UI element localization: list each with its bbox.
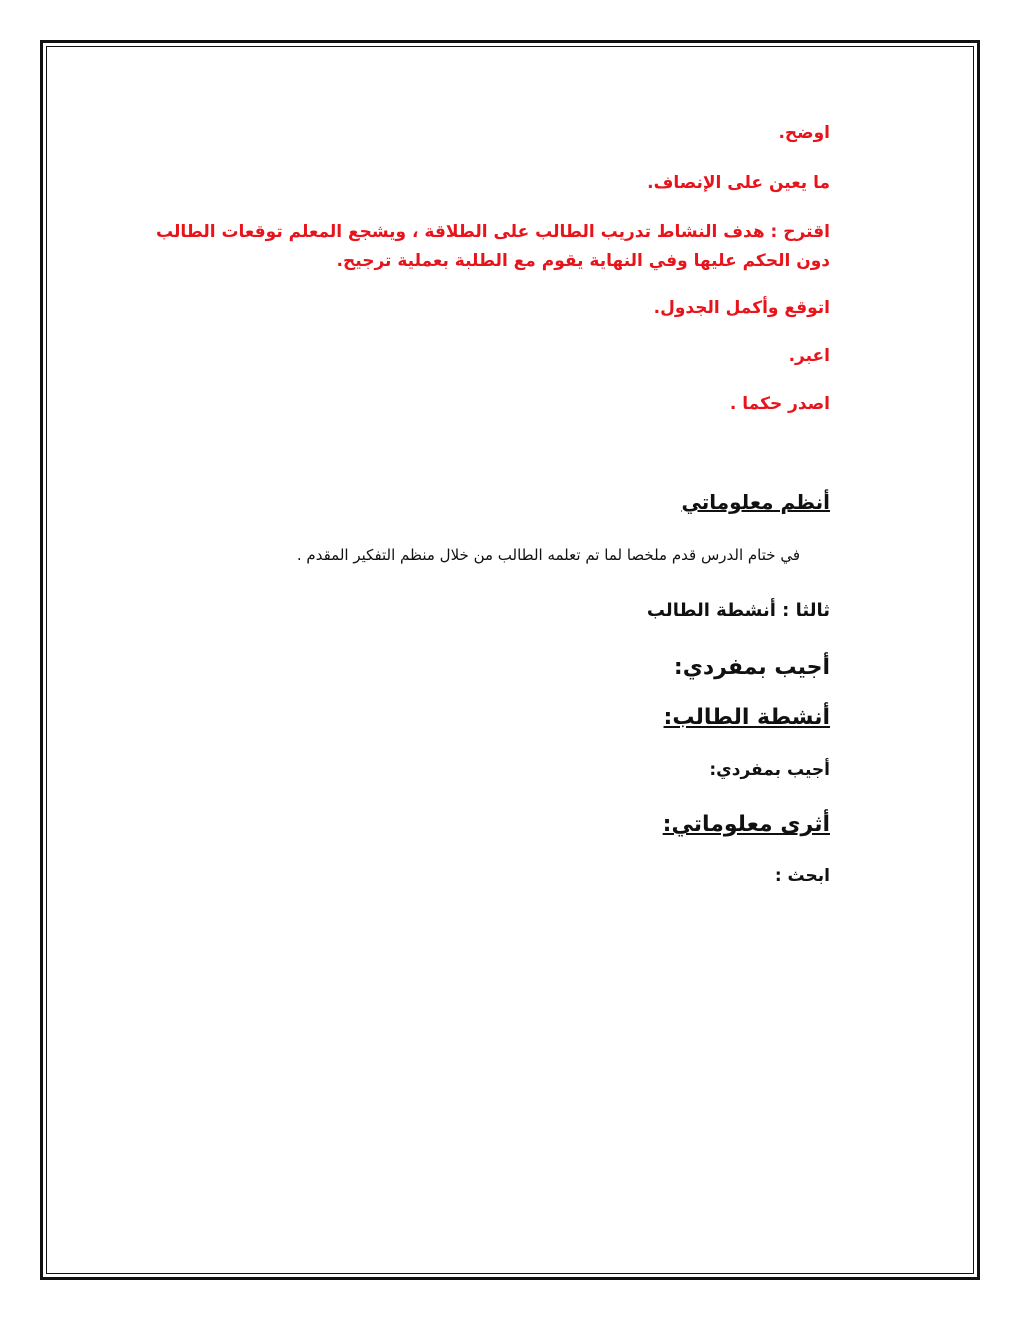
individual-answer-large: أجيب بمفردي: bbox=[673, 655, 830, 680]
student-activities-heading: أنشطة الطالب: bbox=[663, 705, 830, 730]
individual-answer-small: أجيب بمفردي: bbox=[709, 760, 830, 780]
note-clarify: اوضح. bbox=[778, 123, 830, 143]
note-suggest: اقترح : هدف النشاط تدريب الطالب على الطلاقة ، ويشجع المعلم توقعات الطالب دون الحكم عليها وفي النهاية يقوم مع الطلبة بعملية ترجيح. bbox=[156, 222, 830, 271]
enrich-heading: أثرى معلوماتي: bbox=[662, 812, 830, 837]
organize-body: في ختام الدرس قدم ملخصا لما تم تعلمه الطالب من خلال منظم التفكير المقدم . bbox=[296, 546, 800, 564]
third-label: ثالثا : أنشطة الطالب bbox=[646, 600, 830, 621]
note-judge: اصدر حكما . bbox=[729, 394, 830, 414]
note-fairness: ما يعين على الإنصاف. bbox=[647, 173, 830, 193]
enrich-search: ابحث : bbox=[774, 866, 830, 886]
note-predict: اتوقع وأكمل الجدول. bbox=[653, 298, 830, 318]
organize-heading: أنظم معلوماتي bbox=[681, 490, 830, 514]
note-express: اعبر. bbox=[788, 346, 830, 366]
